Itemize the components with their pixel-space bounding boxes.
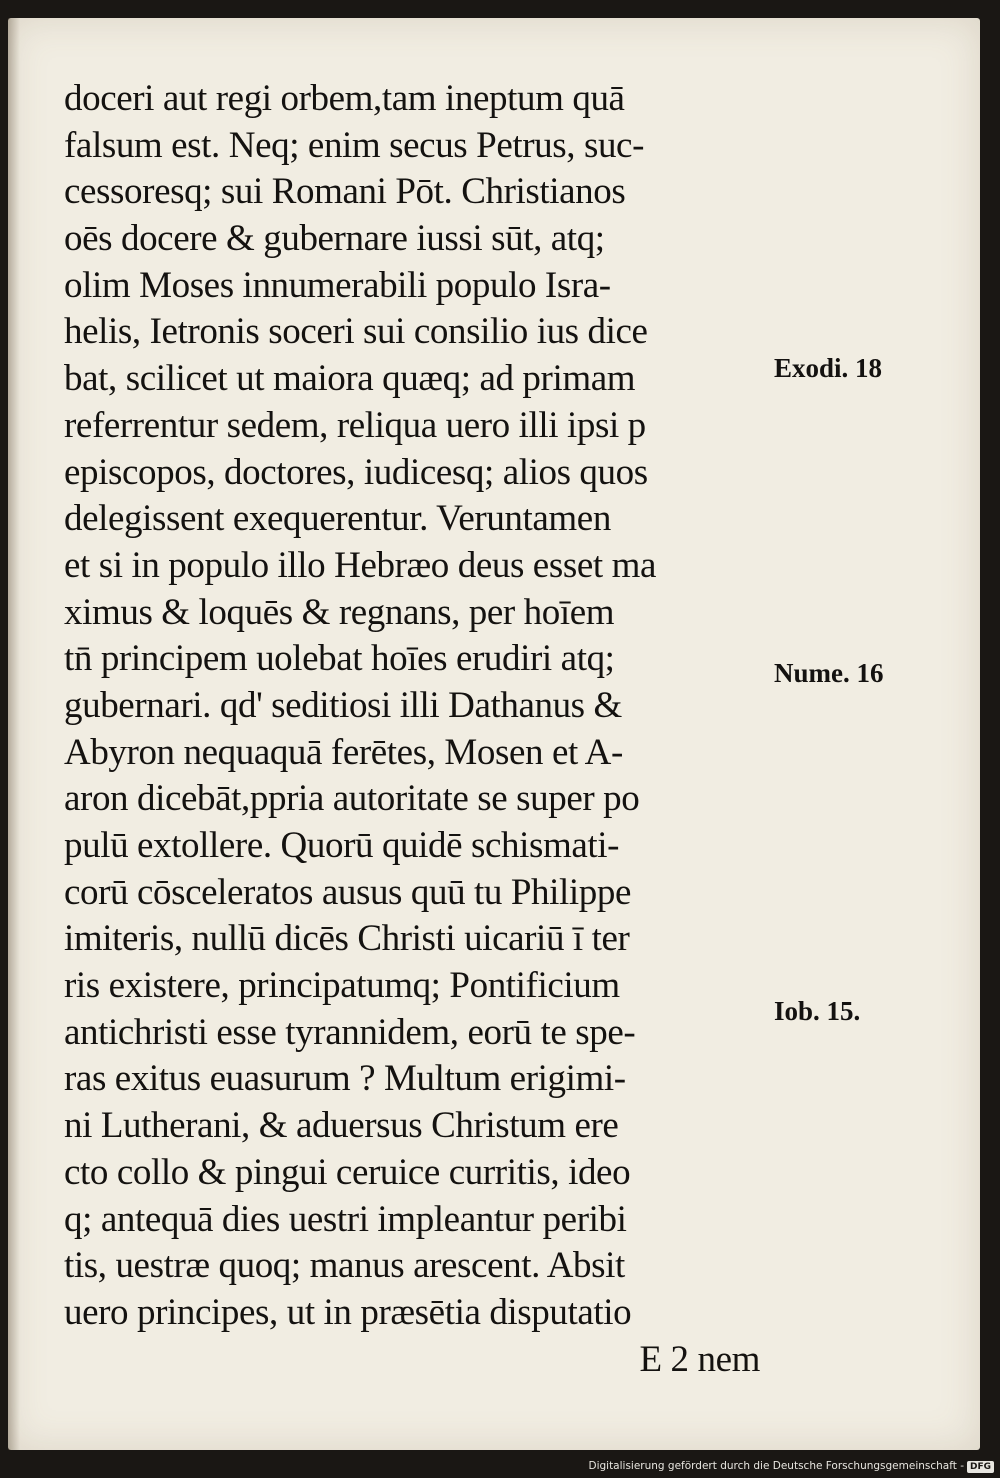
marginal-note-iob: Iob. 15. <box>774 996 861 1026</box>
marginal-note-exodi: Exodi. 18 <box>774 353 883 383</box>
text-line: et si in populo illo Hebræo deus esset ma <box>64 544 656 586</box>
text-line: Abyron nequaquā ferētes, Mosen et A- <box>64 731 623 773</box>
text-line: ras exitus euasurum ? Multum erigimi- <box>64 1058 626 1100</box>
text-line: bat, scilicet ut maiora quæq; ad primam <box>64 358 636 400</box>
text-line: cessoresq; sui Romani Pōt. Christianos <box>64 171 626 213</box>
dfg-logo: DFG <box>967 1461 994 1473</box>
catchline: E 2 nem <box>639 1338 760 1380</box>
text-line: oēs docere & gubernare iussi sūt, atq; <box>64 218 605 260</box>
text-line: aron dicebāt,ppria autoritate se super po <box>64 778 640 820</box>
text-line: tis, uestræ quoq; manus arescent. Absit <box>64 1245 625 1287</box>
text-line: cto collo & pingui ceruice curritis, ideo <box>64 1151 631 1193</box>
digitization-credit: Digitalisierung gefördert durch die Deutsche Forschungsgemeinschaft - <box>588 1460 964 1472</box>
body-text <box>64 76 760 1383</box>
text-line: doceri aut regi orbem,tam ineptum quā <box>64 78 625 119</box>
text-line: falsum est. Neq; enim secus Petrus, suc- <box>64 124 644 166</box>
text-line: olim Moses innumerabili populo Isra- <box>64 264 611 306</box>
text-line: corū cōsceleratos ausus quū tu Philippe <box>64 871 632 913</box>
text-line: uero principes, ut in præsētia disputatio <box>64 1291 632 1333</box>
text-line: antichristi esse tyrannidem, eorū te spe- <box>64 1011 636 1053</box>
text-line: q; antequā dies uestri impleantur peribi <box>64 1198 627 1240</box>
text-line: referrentur sedem, reliqua uero illi ipsi p <box>64 404 646 446</box>
text-line: delegissent exequerentur. Veruntamen <box>64 498 611 540</box>
page-gutter-shadow <box>8 18 20 1450</box>
text-line: pulū extollere. Quorū quidē schismati- <box>64 825 620 866</box>
text-line: ni Lutherani, & aduersus Christum ere <box>64 1105 619 1147</box>
text-line: ris existere, principatumq; Pontificium <box>64 965 620 1007</box>
text-line: imiteris, nullū dicēs Christi uicariū ī ter <box>64 918 630 960</box>
text-line: tn̄ principem uolebat hoīes erudiri atq; <box>64 638 615 680</box>
text-line: gubernari. qd' seditiosi illi Dathanus & <box>64 684 622 726</box>
text-line: episcopos, doctores, iudicesq; alios quos <box>64 451 648 493</box>
footer-bar <box>0 1452 1000 1478</box>
text-line: helis, Ietronis soceri sui consilio ius dice <box>64 311 648 353</box>
book-page <box>8 18 980 1450</box>
text-line: ximus & loquēs & regnans, per hoīem <box>64 591 615 633</box>
marginal-note-nume: Nume. 16 <box>774 658 884 688</box>
